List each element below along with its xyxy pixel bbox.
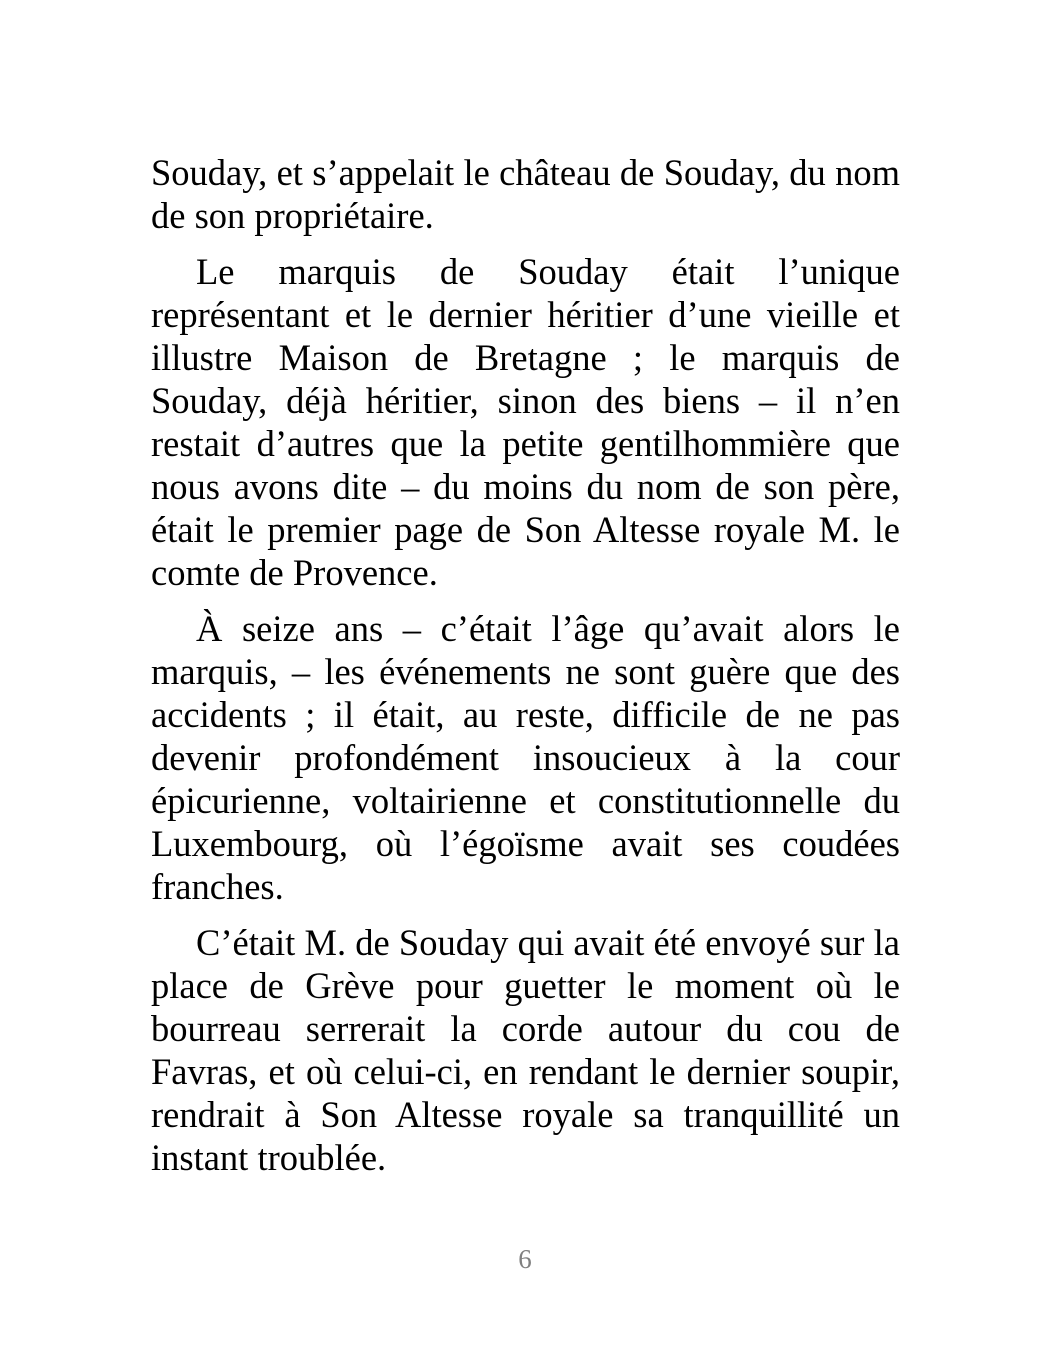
page-body [151,151,900,1192]
paragraph-marquis-heritage: Le marquis de Souday était l’unique représentant et le dernier héritier d’une vieille et illustre Maison de Bretagne ; le marquis de Souday, déjà héritier, sinon des biens – il n’en restait d’autres que la petite gentilhommière que nous avons dite – du moins du nom de son père, était le premier page de Son Altesse royale M. le comte de Provence. [151,251,900,593]
paragraph-place-de-greve: C’était M. de Souday qui avait été envoyé sur la place de Grève pour guetter le moment où le bourreau serrerait la corde autour du cou de Favras, et où celui-ci, en rendant le dernier soupir, rendrait à Son Altesse royale sa tranquillité un instant troublée. [151,922,900,1178]
paragraph-continued: Souday, et s’appelait le château de Souday, du nom de son propriétaire. [151,152,900,236]
paragraph-seize-ans: À seize ans – c’était l’âge qu’avait alors le marquis, – les événements ne sont guère que des accidents ; il était, au reste, difficile de ne pas devenir profondément insoucieux à la cour épicurienne, voltairienne et constitutionnelle du Luxembourg, où l’égoïsme avait ses coudées franches. [151,608,900,907]
page-number: 6 [518,1244,532,1274]
